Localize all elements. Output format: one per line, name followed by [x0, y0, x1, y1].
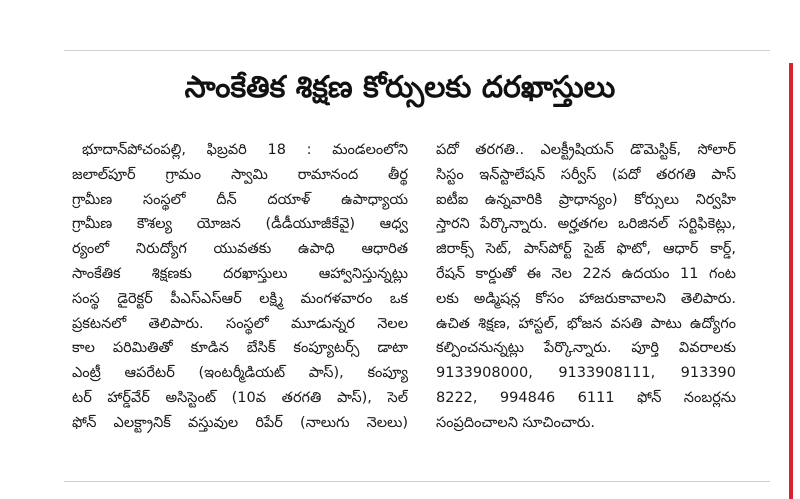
- text-line: ఎంట్రీ ఆపరేటర్ (ఇంటర్మీడియట్ పాస్), కంప్యూ: [72, 365, 408, 382]
- text-line: పదో తరగతి.. ఎలక్ట్రీషియన్ డొమెస్టిక్, సోలార్: [436, 142, 736, 158]
- article-column-right: [436, 138, 736, 468]
- top-divider: [64, 50, 770, 51]
- text-line: స్తారని పేర్కొన్నారు. అర్హతగల ఒరిజినల్ సర్టిఫికెట్లు,: [436, 216, 736, 233]
- text-line: గ్రామీణ కౌశల్య యోజన (డీడీయూజీకేవై) ఆధ్వ: [72, 216, 408, 233]
- text-line: కాల పరిమితితో కూడిన బేసిక్ కంప్యూటర్స్ డాటా: [72, 340, 408, 357]
- article-column-left: [72, 138, 408, 468]
- text-line: సిస్టం ఇన్‌స్టాలేషన్ సర్వీస్ (పదో తరగతి పాస్: [436, 166, 736, 183]
- accent-bar: [789, 63, 793, 499]
- text-line: సాంకేతిక శిక్షణకు దరఖాస్తులు ఆహ్వానిస్తున్నట్లు: [72, 265, 408, 282]
- bottom-divider: [64, 481, 770, 482]
- text-line: 8222, 994846 6111 ఫోన్ నంబర్లను: [436, 389, 736, 406]
- text-line: టర్ హార్డ్‌వేర్ అసిస్టెంట్ (10వ తరగతి పాస్), సెల్: [72, 389, 408, 406]
- text-line: గ్రామీణ సంస్థలో దీన్ దయాళ్ ఉపాధ్యాయ: [72, 191, 408, 208]
- article-body: [72, 138, 772, 468]
- text-line: ఐటీఐ ఉన్నవారికి ప్రాధాన్యం) కోర్సులు నిర్వహి: [436, 191, 736, 208]
- text-line: 9133908000, 9133908111, 913390: [436, 365, 736, 382]
- text-line: జిరాక్స్ సెట్, పాస్‌పోర్ట్ సైజ్ ఫొటో, ఆధార్ కార్డ్,: [436, 241, 736, 258]
- text-line: ప్రకటనలో తెలిపారు. సంస్థలో మూడున్నర నెలల: [72, 315, 408, 332]
- text-line: భూదాన్‌పోచంపల్లి, ఫిబ్రవరి 18 : మండలంలోని: [82, 142, 408, 158]
- text-line: జలాల్‌పూర్ గ్రామం స్వామి రామానంద తీర్థ: [72, 166, 408, 183]
- text-line: కల్పించనున్నట్లు పేర్కొన్నారు. పూర్తి వివరాలకు: [436, 340, 736, 357]
- text-line: లకు అడ్మిషన్ల కోసం హాజరుకావాలని తెలిపారు.: [436, 290, 736, 307]
- text-line: సంస్థ డైరెక్టర్ పీఎస్ఎస్ఆర్ లక్ష్మి మంగళవారం ఒక: [72, 290, 408, 307]
- text-line: సంప్రదించాలని సూచించారు.: [436, 414, 596, 431]
- text-line: ర్యంలో నిరుద్యోగ యువతకు ఉపాధి ఆధారిత: [72, 241, 408, 258]
- text-line: రేషన్ కార్డుతో ఈ నెల 22న ఉదయం 11 గంట: [436, 265, 736, 282]
- text-line: ఉచిత శిక్షణ, హాస్టల్, భోజన వసతి పాటు ఉద్యోగం: [436, 315, 736, 332]
- text-line: ఫోన్ ఎలక్ట్రానిక్ వస్తువుల రిపేర్ (నాలుగు నెలలు): [72, 414, 408, 431]
- article-headline: సాంకేతిక శిక్షణ కోర్సులకు దరఖాస్తులు: [184, 70, 616, 105]
